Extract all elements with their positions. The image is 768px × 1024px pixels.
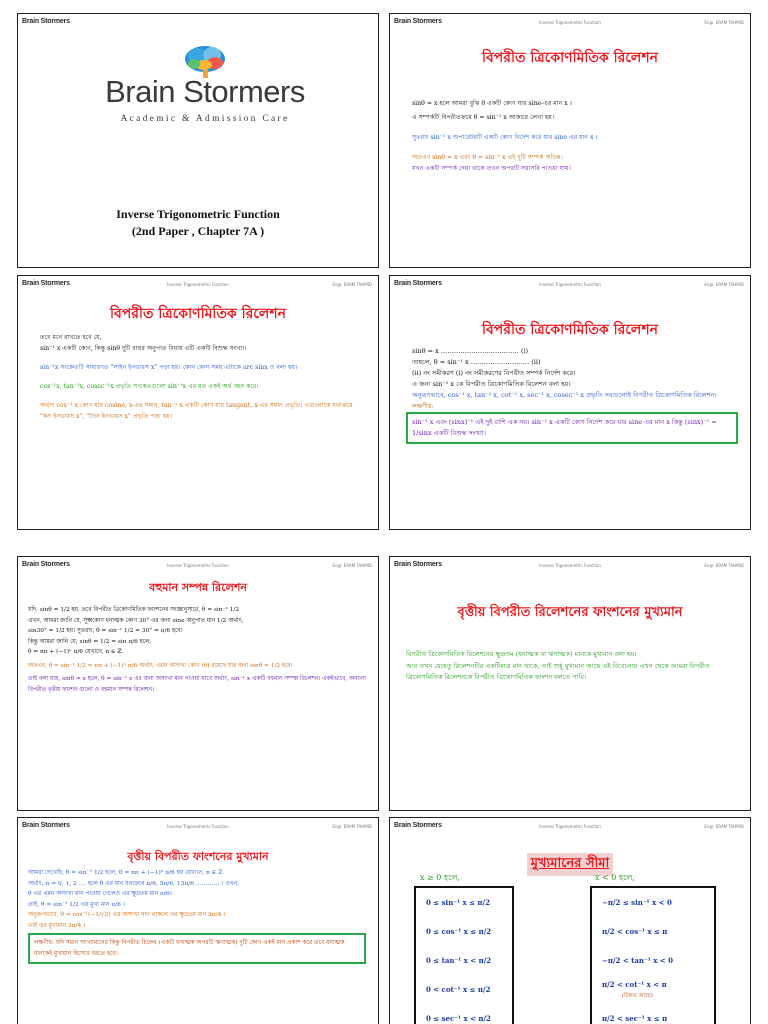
mini-logo-text: Brain Stormers [22, 18, 70, 25]
text-line: অনুরূপভাবে, cos⁻¹ x, tan⁻¹ x, cot⁻¹ x, sec⁻¹ x, cosec⁻¹ x প্রভৃতি সবগুলোই বিপরীত ত্রিকোণমিতিক রিলেশন। [412, 391, 717, 399]
brand-logo [90, 44, 320, 154]
slide-body [40, 332, 366, 425]
range-cell-note: (চিহ্নত আছে) [622, 993, 653, 999]
text-line: sin⁻¹x সংকেতটি সাধারণত "সাইন ইনভারস x" পড়া হয়। কোন কোন সময় এটাকে arc sinx ও বলা হয়। [40, 364, 298, 371]
header-author: Engr. ERAM TAHMID [704, 282, 744, 287]
mini-logo-text: Brain Stormers [394, 18, 442, 25]
note-text: লক্ষণীয়: যদি সমান সংখ্যামানের কিন্তু বিপরীত চিহ্নের (একটি ধনাত্মক অপরটি ঋণাত্মক) দুটি কোণ একই মান প্রকাশ করে তবে ধনাত্মক মানকেই মুখ্যমান হিসেবে ধরতে হবে। [34, 940, 345, 957]
slide-heading: বৃত্তীয় বিপরীত ফাংশনের মুখ্যমান [127, 850, 269, 863]
right-column-heading: x < 0 হলে, [595, 873, 635, 882]
slide-heading: বিপরীত ত্রিকোণমিতিক রিলেশন [482, 50, 658, 66]
mini-logo-text: Brain Stormers [22, 561, 70, 568]
brand-tagline: Academic & Admission Care [120, 114, 290, 124]
text-line: এ জন্য sin⁻¹ x কে বিপরীত ত্রিকোণমিতিক রিলেশন বলা হয়। [412, 380, 571, 388]
header-author: Engr. ERAM TAHMID [704, 824, 744, 829]
text-line: cos⁻¹x, tan⁻¹x, cosec⁻¹x প্রভৃতি সংকেতগুলো sin⁻¹x এর মত একই অর্থ বহন করে। [40, 383, 259, 390]
text-line: তাই, θ = sin⁻¹ 1/2 এর মুখ্য মান π/6 । [28, 901, 125, 908]
header-topic: Inverse Trigonometric Function [539, 563, 601, 568]
header-topic: Inverse Trigonometric Function [539, 282, 601, 287]
mini-logo-text: Brain Stormers [22, 822, 70, 829]
slide-inverse-relation-1 [389, 13, 751, 268]
text-line: θ এর এমন অসংখ্য মান পাওয়া গেলেও এর ক্ষুদ্রতম মান π/6। [28, 891, 172, 897]
text-line: অর্থাৎ cos⁻¹ x কোণ যার cosine, x-এর সমান, tan⁻¹ x একটি কোণ যার tangent, x-এর সমান প্রভৃতি। এগুলোকে যথাক্রমে "কস ইনভারস x", "ট্যান ইনভারস x" প্রভৃতি পড়া হয়। [40, 402, 353, 420]
header-topic: Inverse Trigonometric Function [167, 282, 229, 287]
text-line: sin30° = 1/2 হয়। সুতরাং, θ = sin⁻¹ 1/2 = 30° = π/6 হবে। [28, 628, 183, 634]
note-box [406, 412, 738, 444]
range-cell: π/2 < sec⁻¹ x ≤ π [602, 1014, 668, 1023]
text-line: sinθ = x হলে আমরা বুঝি θ একটি কোণ যার sine-এর মান x । [412, 100, 573, 107]
brain-icon [182, 44, 228, 78]
text-line: তাহলে, θ = sin⁻¹ x ……………………… (ii) [412, 358, 541, 366]
slide-principal-value-intro [389, 556, 751, 811]
range-cell-text: π/2 < cot⁻¹ x < π [602, 980, 667, 989]
negative-range-box [590, 886, 716, 1024]
text-line: কিন্তু আমরা জানি যে, sinθ = 1/2 = sin π/6 হলে, [28, 638, 152, 645]
slide-inverse-relation-2 [17, 275, 379, 530]
text-line: তবে মনে রাখতে হবে যে, [40, 334, 102, 341]
text-line: আমরা দেখেছি, θ = sin⁻¹ 1/2 হলে, θ = nπ + (−1)ⁿ π/6 হয় যেখানে, n ∈ ℤ [28, 870, 223, 876]
header-topic: Inverse Trigonometric Function [167, 824, 229, 829]
text-line: sinθ = x ……………………………… (i) [412, 347, 529, 355]
text-line: অতএব sinθ = x এবং θ = sin⁻¹ x এই দুটি সম্পর্ক অভিন্ন। [412, 154, 563, 161]
range-cell: 0 ≤ tan⁻¹ x < π/2 [426, 956, 492, 965]
range-cell: π/2 < cos⁻¹ x ≤ π [602, 927, 668, 936]
header-author: Engr. ERAM TAHMID [332, 824, 372, 829]
slide-multivalued [17, 556, 379, 811]
positive-range-box [414, 886, 514, 1024]
note-text: sin⁻¹ x এবং (sinx)⁻¹ এই দুই রাশি এক নয়। sin⁻¹ x একটি কোণ নির্দেশ করে যার sine এর মান x কিন্তু (sinx)⁻¹ = 1/sinx একটি বিশুদ্ধ সংখ্যা। [412, 418, 717, 437]
header-author: Engr. ERAM TAHMID [704, 563, 744, 568]
text-line: এ সম্পর্কটি বিপরীতক্রমে θ = sin⁻¹ x আকারে লেখা হয়। [412, 114, 555, 121]
range-cell: −π/2 < tan⁻¹ x < 0 [602, 956, 673, 965]
text-line: sin⁻¹ x একটি কোণ, কিন্তু sinθ দুটি বাহুর অনুপাত বিধায় এটি একটি বিশুদ্ধ সংখ্যা। [40, 345, 247, 352]
range-cell: 0 ≤ sin⁻¹ x ≤ π/2 [426, 898, 490, 907]
header-author: Engr. ERAM TAHMID [704, 20, 744, 25]
slide-heading: বহুমান সম্পন্ন রিলেশন [149, 581, 247, 594]
slide-body [412, 346, 738, 444]
text-line: θ = nπ + (−1)ⁿ π/6 যেখানে, n ∈ ℤ. [28, 649, 124, 655]
text-line: অতএব, θ = sin⁻¹ 1/2 = nπ + (−1)ⁿ π/6 অর্থাৎ, এমন অসংখ্য কোণ (θ) রয়েছে যার জন্য sinθ = 1/2 হবে। [28, 662, 293, 669]
slide-title [17, 13, 379, 268]
slide-principal-value-limits [389, 817, 751, 1024]
slide-inverse-relation-3 [389, 275, 751, 530]
header-topic: Inverse Trigonometric Function [167, 563, 229, 568]
range-cell: −π/2 ≤ sin⁻¹ x < 0 [602, 898, 672, 907]
header-author: Engr. ERAM TAHMID [332, 282, 372, 287]
note-label: লক্ষণীয়: [412, 402, 434, 410]
left-column-heading: x ≥ 0 হলে, [420, 873, 460, 882]
text-line: তাই বলা যায়, sinθ = x হলে, θ = sin⁻¹ x এর জন্য অসংখ্য মান পাওয়া যাবে অর্থাৎ, sin⁻¹ x একটি বহুমান সম্পন্ন রিলেশন। একইভাবে, অন্যান্য বিপরীত বৃত্তীয় ফাংশন গুলো ও বহুমান সম্পন্ন রিলেশন। [28, 676, 366, 693]
header-topic: Inverse Trigonometric Function [539, 824, 601, 829]
brand-name: Brain Stormers [105, 74, 305, 109]
slide-body [406, 649, 738, 687]
range-cell: 0 < cot⁻¹ x ≤ π/2 [426, 985, 491, 994]
text-line: তাই এর মুখ্যমান 3π/4 । [28, 922, 86, 929]
mini-logo-text: Brain Stormers [394, 822, 442, 829]
range-cell [592, 975, 714, 1004]
slide-body [28, 868, 366, 964]
deck-title: Inverse Trigonometric Function [116, 207, 280, 221]
header-topic: Inverse Trigonometric Function [539, 20, 601, 25]
mini-logo-text: Brain Stormers [22, 280, 70, 287]
slide-body [412, 98, 738, 177]
mini-logo-text: Brain Stormers [394, 561, 442, 568]
slide-heading: বিপরীত ত্রিকোণমিতিক রিলেশন [110, 306, 286, 322]
range-cell: 0 ≤ cos⁻¹ x ≤ π/2 [426, 927, 492, 936]
text-line: যদি, sinθ = 1/2 হয়, তবে বিপরীত ত্রিকোণমিতিক ফাংশনের সংজ্ঞানুসারে, θ = sin⁻¹ 1/2 [28, 607, 240, 613]
text-line: আর তখন যেহেতু রিলেশনটির একটিমাত্র মান থাকে, তাই শুধু মুখ্যমান আছে এই বিবেচনায় এখন থেকে আমরা বিপরীত ত্রিকোণমিতিক রিলেশনকে বিপরীত ত্রিকোণমিতিক ফাংশন বলতে পারি। [406, 661, 710, 681]
slide-heading-text: মুখ্যমানের সীমা [527, 853, 613, 876]
note-box [28, 933, 366, 964]
text-line: সুতরাং sin⁻¹ x অপারেটরটি একটি কোণ নির্দেশ করে যার sine এর মান x । [412, 134, 598, 141]
text-line: এখন, আমরা জানি যে, সূক্ষ্মকোণ ধনাত্মক কোণ 30° এর জন্য sine অনুপাত মান 1/2 অর্থাৎ, [28, 617, 244, 624]
mini-logo-text: Brain Stormers [394, 280, 442, 287]
text-line: অনুরূপভাবে, θ = cos⁻¹(−1/√2) এর অসংখ্য মান থাকলে এর ক্ষুদ্রতম মান 3π/4 । [28, 912, 226, 918]
text-line: (ii) নং সমীকরণ (i) নং সমীকরণের বিপরীত সম্পর্ক নির্দেশ করে। [412, 369, 576, 377]
deck-subtitle: (2nd Paper , Chapter 7A ) [131, 224, 265, 238]
slide-heading: বৃত্তীয় বিপরীত রিলেশনের ফাংশনের মুখ্যমান [457, 605, 683, 620]
header-author: Engr. ERAM TAHMID [332, 563, 372, 568]
text-line: যখন একটি সম্পর্ক দেয়া থাকে তখন অপরটি সরাসরি পাওয়া যায়। [412, 165, 571, 172]
range-cell: 0 ≤ sec⁻¹ x < π/2 [426, 1014, 491, 1023]
slide-body [28, 605, 366, 698]
text-line: অর্থাৎ, n = 0, 1, 2 .... হলে θ এর মান যথাক্রমে π/6, 5π/6, 13π/6 ………… । এখন, [28, 880, 239, 887]
slide-heading: বিপরীত ত্রিকোণমিতিক রিলেশন [482, 322, 658, 338]
mini-logo [22, 18, 70, 25]
text-line: বিপরীত ত্রিকোণমিতিক রিলেশনের ক্ষুদ্রতম (ধনাত্মক বা ঋণাত্মক) মানকে মুখ্যমান বলা হয়। [406, 650, 637, 658]
slide-principal-value [17, 817, 379, 1024]
